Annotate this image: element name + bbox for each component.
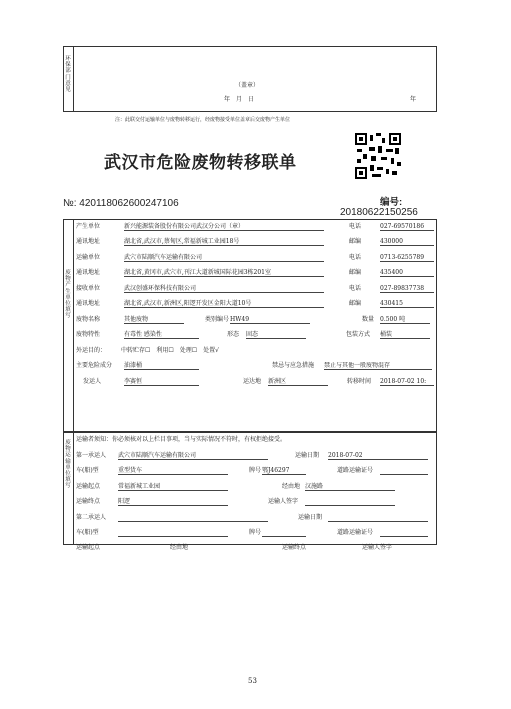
- dest-label: 运达地: [243, 378, 262, 385]
- waste-name-label: 废物名称: [76, 316, 101, 323]
- second-carrier-label: 第二承运人: [76, 514, 107, 521]
- producer-row-value2: 027-69570186: [380, 223, 434, 231]
- waste-name: 其他废物: [124, 316, 184, 324]
- plate-label: 牌号: [249, 467, 262, 474]
- qty-label: 数量: [362, 316, 375, 323]
- producer-row-value: 武穴市陆顺汽车运输有限公司: [124, 254, 324, 262]
- qr-code: [355, 133, 401, 179]
- producer-row-label: 通讯地址: [76, 269, 101, 276]
- start: 常福新城工业园: [118, 483, 228, 491]
- producer-row-value: 湖北省,武汉市,新洲区,阳逻开发区金阳大道10号: [124, 300, 324, 308]
- permit2-label: 道路运输证号: [337, 529, 374, 536]
- producer-row-label2: 电话: [349, 285, 362, 292]
- producer-row-value2: 430000: [380, 238, 434, 246]
- signer-label: 运输人签字: [268, 498, 299, 505]
- producer-row-label: 运输单位: [76, 254, 101, 261]
- property-label: 废物特性: [76, 331, 101, 338]
- producer-side-label: 废物产生单位填写: [65, 270, 71, 320]
- start-label: 运输起点: [76, 483, 101, 490]
- page-title: 武汉市危险废物转移联单: [104, 153, 297, 173]
- producer-row-label2: 电话: [349, 254, 362, 261]
- vehicle2: [118, 529, 228, 537]
- first-carrier: 武穴市陆顺汽车运输有限公司: [118, 452, 268, 460]
- permit-label: 道路运输证号: [337, 467, 374, 474]
- producer-row-value2: 435400: [380, 269, 434, 277]
- serial-label: 编号:: [380, 197, 403, 208]
- vehicle2-label: 车(船)型: [76, 529, 99, 536]
- page-number: 53: [248, 677, 257, 685]
- opinion-date: 年 月 日: [224, 96, 255, 103]
- form-label: 形态: [227, 331, 240, 338]
- date-label: 运输日期: [295, 452, 320, 459]
- signer2-label: 运输人签字: [362, 544, 393, 551]
- shipper-label: 发运人: [83, 378, 102, 385]
- via: 汉施路: [305, 483, 395, 491]
- producer-row-value: 湖北省,武汉市,蔡甸区,常福新城工业园18号: [124, 238, 324, 246]
- transport-notice: 运输者须知：你必须核对以上栏目事项，当与实际情况不符时，有权拒绝接受。: [76, 436, 287, 443]
- shipper: 李赛恒: [124, 378, 199, 386]
- opinion-side-label: 环保部门意见: [65, 56, 71, 94]
- producer-row-label2: 邮编: [349, 269, 362, 276]
- danger: 油漆桶: [124, 362, 199, 370]
- permit: [380, 467, 428, 475]
- plate: 鄂J46297: [262, 467, 306, 475]
- producer-row-value: 武汉创盛环保科技有限公司: [124, 285, 324, 293]
- outlet-label: 外运目的：: [76, 347, 107, 354]
- via-label: 经由地: [282, 483, 301, 490]
- serial-number: 20180622150256: [340, 207, 418, 218]
- time-label: 转移时间: [347, 378, 372, 385]
- producer-row-label: 接收单位: [76, 285, 101, 292]
- qty: 0.500 吨: [380, 316, 430, 324]
- vehicle-label: 车(船)型: [76, 467, 99, 474]
- producer-row-label: 通讯地址: [76, 300, 101, 307]
- signer: [305, 498, 395, 506]
- producer-row-label2: 邮编: [349, 238, 362, 245]
- pack: 桶装: [380, 331, 430, 339]
- start2-label: 运输起点: [76, 544, 101, 551]
- first-carrier-label: 第一承运人: [76, 452, 107, 459]
- plate2: [262, 529, 306, 537]
- note-text: 注：此联交付运输单位与废物转移运行，经废物接受单位盖章后交废物产生单位: [115, 117, 291, 123]
- producer-row-value: 新兴能源装备股份有限公司武汉分公司（章）: [124, 223, 324, 231]
- second-carrier: [118, 514, 268, 522]
- end2-label: 运输终点: [282, 544, 307, 551]
- taboo-label: 禁忌与应急措施: [272, 362, 315, 369]
- taboo: 禁止与其他一般废物混存: [324, 362, 432, 370]
- opinion-right-year: 年: [410, 96, 417, 103]
- dest: 新洲区: [268, 378, 328, 386]
- time: 2018-07-02 10:: [380, 378, 434, 386]
- producer-row-value2: 0713-6255789: [380, 254, 434, 262]
- via2-label: 经由地: [170, 544, 189, 551]
- producer-row-label: 通讯地址: [76, 238, 101, 245]
- doc-number: №: 420118062600247106: [63, 198, 179, 209]
- transport-side-label: 废物运输单位填写: [65, 440, 71, 490]
- producer-row-label: 产生单位: [76, 223, 101, 230]
- producer-row-label2: 电话: [349, 223, 362, 230]
- vehicle: 重型货车: [118, 467, 228, 475]
- producer-row-value2: 430415: [380, 300, 434, 308]
- date2-label: 运输日期: [298, 514, 323, 521]
- danger-label: 主要危险成分: [76, 362, 113, 369]
- date: 2018-07-02: [328, 452, 428, 460]
- category-label: 类别编号: [205, 316, 230, 323]
- opinion-seal: （盖章）: [235, 82, 260, 89]
- producer-row-value2: 027-89837738: [380, 285, 434, 293]
- date2: [328, 514, 428, 522]
- end: 阳逻: [118, 498, 228, 506]
- permit2: [380, 529, 428, 537]
- producer-row-label2: 邮编: [349, 300, 362, 307]
- form: 固态: [246, 331, 306, 339]
- pack-label: 包装方式: [346, 331, 371, 338]
- producer-row-value: 湖北省,黄冈市,武穴市,刊江大道新城国际花园3栋201室: [124, 269, 324, 277]
- outlet: 中转贮存☐ 利用☐ 处理☐ 处置√: [121, 347, 219, 354]
- property: 有毒性 感染性: [124, 331, 199, 339]
- plate2-label: 牌号: [249, 529, 262, 536]
- end-label: 运输终点: [76, 498, 101, 505]
- producer-box: [63, 219, 437, 433]
- category: HW49: [230, 316, 310, 324]
